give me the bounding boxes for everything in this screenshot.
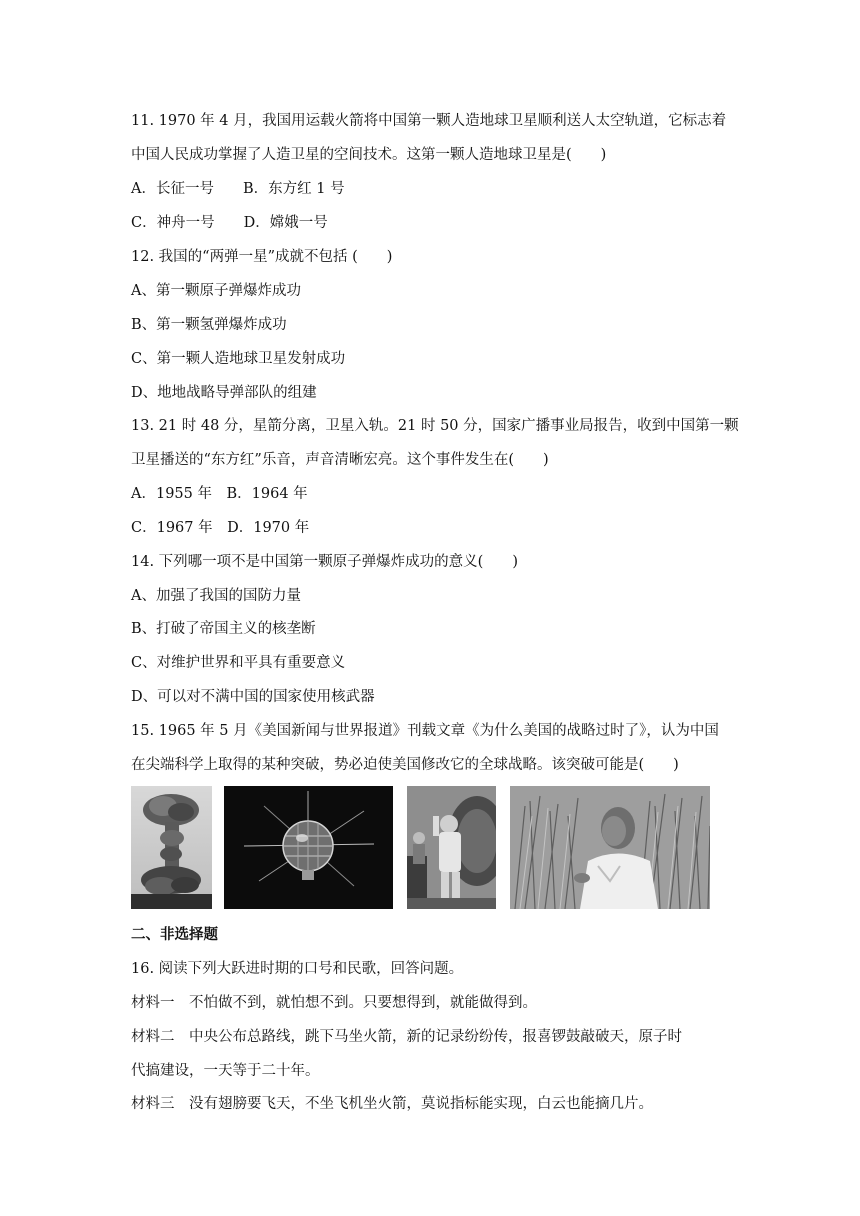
q11-options-cd: C．神舟一号 D．嫦娥一号 [131, 215, 328, 231]
q13-options-ab: A．1955 年 B．1964 年 [131, 486, 308, 502]
material-2-line-2: 代搞建设，一天等于二十年。 [131, 1063, 320, 1079]
section-heading: 二、非选择题 [131, 926, 218, 943]
q14-option-a: A、加强了我国的国防力量 [131, 588, 301, 604]
astronaut-photo [407, 786, 496, 909]
q12-stem: 12. 我国的“两弹一星”成就不包括 ( ) [131, 249, 393, 265]
material-3: 材料三 没有翅膀要飞天，不坐飞机坐火箭，莫说指标能实现，白云也能摘几片。 [131, 1096, 653, 1112]
satellite-photo [224, 786, 393, 909]
q12-option-a: A、第一颗原子弹爆炸成功 [131, 283, 301, 299]
q12-option-c: C、第一颗人造地球卫星发射成功 [131, 351, 346, 367]
rice-field-scientist-photo [510, 786, 710, 909]
q11-stem-line-2: 中国人民成功掌握了人造卫星的空间技术。这第一颗人造地球卫星是( ) [131, 147, 607, 163]
q13-stem-line-2: 卫星播送的“东方红”乐音，声音清晰宏亮。这个事件发生在( ) [131, 452, 549, 468]
q15-stem-line-1: 15. 1965 年 5 月《美国新闻与世界报道》刊载文章《为什么美国的战略过时了》，认为中国 [131, 723, 719, 739]
q15-stem-line-2: 在尖端科学上取得的某种突破，势必迫使美国修改它的全球战略。该突破可能是( ) [131, 757, 679, 773]
q11-options-ab: A．长征一号 B．东方红 1 号 [131, 181, 345, 197]
q14-option-c: C、对维护世界和平具有重要意义 [131, 655, 346, 671]
q12-option-b: B、第一颗氢弹爆炸成功 [131, 317, 287, 333]
q12-option-d: D、地地战略导弹部队的组建 [131, 385, 317, 401]
material-2-line-1: 材料二 中央公布总路线，跳下马坐火箭，新的记录纷纷传，报喜锣鼓敲破天，原子时 [131, 1029, 682, 1045]
material-1: 材料一 不怕做不到，就怕想不到。只要想得到，就能做得到。 [131, 995, 537, 1011]
q14-option-b: B、打破了帝国主义的核垄断 [131, 621, 316, 637]
q11-stem-line-1: 11. 1970 年 4 月，我国用运载火箭将中国第一颗人造地球卫星顺利送人太空轨道，它标志着 [131, 113, 727, 129]
q13-options-cd: C．1967 年 D．1970 年 [131, 520, 310, 536]
q16-stem: 16. 阅读下列大跃进时期的口号和民歌，回答问题。 [131, 961, 464, 977]
q14-stem: 14. 下列哪一项不是中国第一颗原子弹爆炸成功的意义( ) [131, 554, 518, 570]
q14-option-d: D、可以对不满中国的国家使用核武器 [131, 689, 375, 705]
q13-stem-line-1: 13. 21 时 48 分，星箭分离，卫星入轨。21 时 50 分，国家广播事业局报告，收到中国第一颗 [131, 418, 739, 434]
mushroom-cloud-photo [131, 786, 212, 909]
